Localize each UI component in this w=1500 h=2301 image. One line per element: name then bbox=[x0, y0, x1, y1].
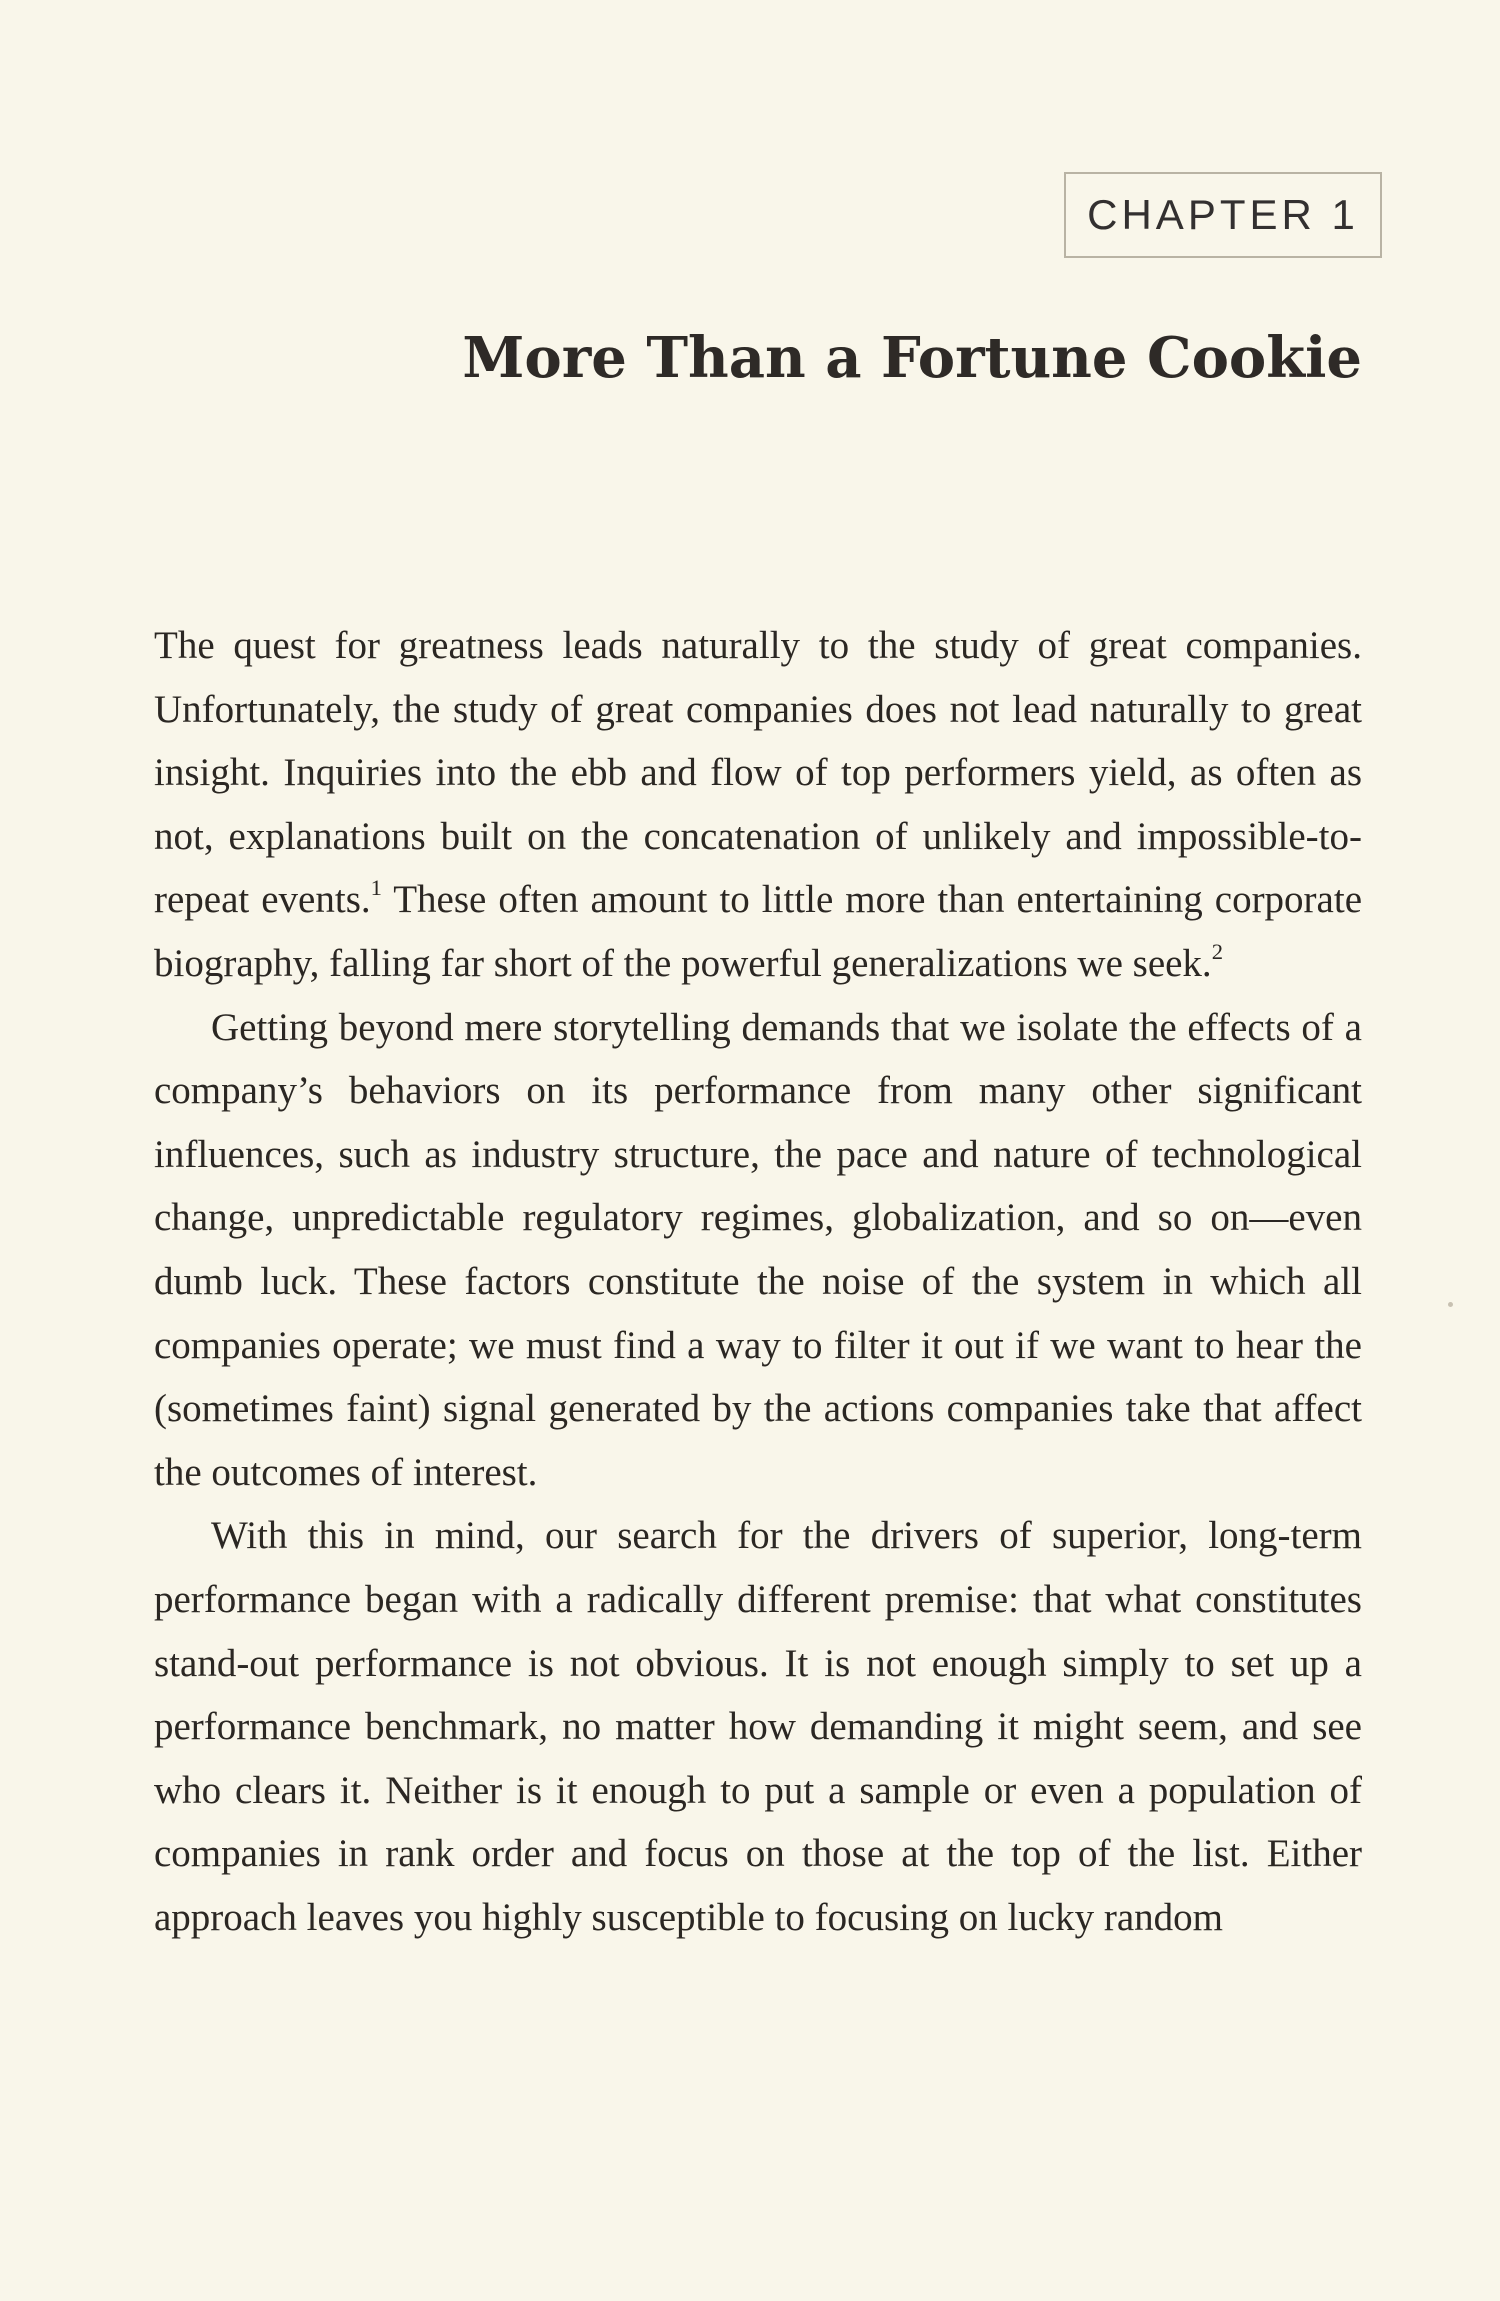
footnote-marker: 2 bbox=[1211, 939, 1223, 965]
paragraph bbox=[154, 614, 1362, 996]
chapter-label bbox=[1064, 172, 1382, 258]
chapter-label-text: CHAPTER 1 bbox=[1087, 191, 1359, 238]
body-text bbox=[154, 614, 1362, 1949]
paragraph-text: With this in mind, our search for the drivers of superior, long-term performance began with a radically different premise: that what constitutes stand-out performance is not obvious. It is not enough simply to set up a performance benchmark, no matter how demanding it might seem, and see who clears it. Neither is it enough to put a sample or even a population of companies in rank order and focus on those at the top of the list. Either approach leaves you highly susceptible to focusing on lucky random bbox=[154, 1514, 1362, 1939]
paragraph bbox=[154, 996, 1362, 1505]
paragraph bbox=[154, 1504, 1362, 1949]
paragraph-text: Getting beyond mere storytelling demands that we isolate the effects of a company’s behaviors on its performance from many other significant influences, such as industry structure, the pace and nature of technological change, unpredictable regulatory regimes, globalization, and so on—even dumb luck. These factors constitute the noise of the system in which all companies operate; we must find a way to filter it out if we want to hear the (sometimes faint) signal generated by the actions companies take that affect the outcomes of interest. bbox=[154, 1005, 1362, 1494]
footnote-marker: 1 bbox=[370, 875, 382, 901]
scan-speck bbox=[1448, 1302, 1453, 1307]
chapter-title: More Than a Fortune Cookie bbox=[462, 325, 1362, 391]
paragraph-text: These often amount to little more than entertaining corporate biography, falling far short of the powerful generalizations we seek. bbox=[154, 878, 1362, 985]
paragraph-text: The quest for greatness leads naturally to the study of great companies. Unfortunately, the study of great companies does not lead naturally to great insight. Inquiries into the ebb and flow of top performers yield, as often as not, explanations built on the concatenation of unlikely and impossible-to-repeat events. bbox=[154, 624, 1362, 922]
